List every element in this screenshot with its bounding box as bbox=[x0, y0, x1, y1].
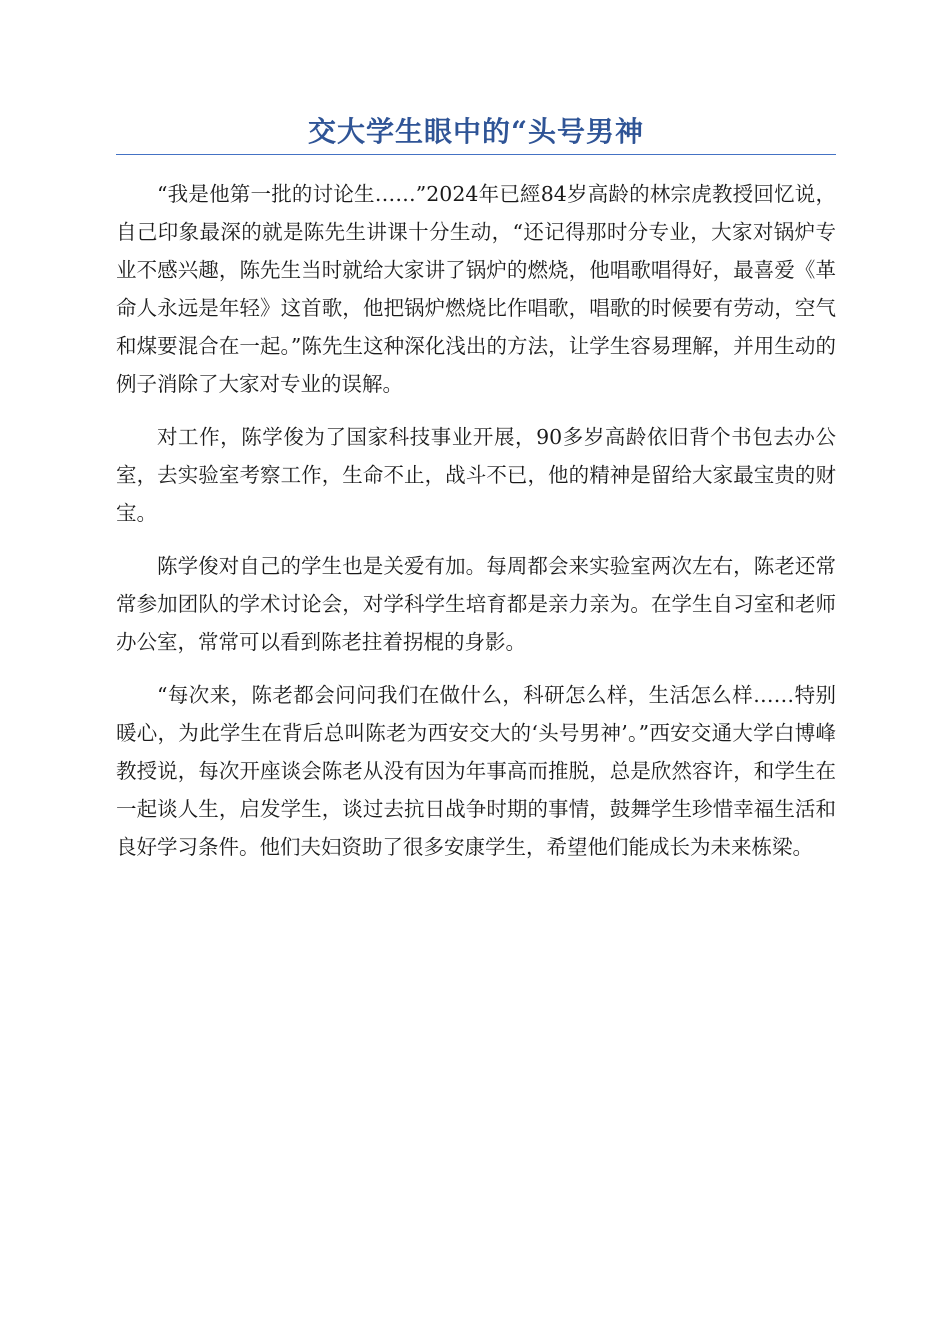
paragraph-1: “我是他第一批的讨论生……”2024年已經84岁高龄的林宗虎教授回忆说，自己印象最深的就是陈先生讲课十分生动，“还记得那时分专业，大家对锅炉专业不感兴趣，陈先生当时就给大家讲了锅炉的燃烧，他唱歌唱得好，最喜爱《革命人永远是年轻》这首歌，他把锅炉燃烧比作唱歌，唱歌的时候要有劳动，空气和煤要混合在一起。”陈先生这种深化浅出的方法，让学生容易理解，并用生动的例子消除了大家对专业的误解。 bbox=[116, 182, 836, 396]
title-underline bbox=[116, 154, 836, 155]
paragraph-3: 陈学俊对自己的学生也是关爱有加。每周都会来实验室两次左右，陈老还常常参加团队的学术讨论会，对学科学生培育都是亲力亲为。在学生自习室和老师办公室，常常可以看到陈老拄着拐棍的身影。 bbox=[116, 554, 836, 654]
page-title: 交大学生眼中的“头号男神 bbox=[307, 115, 645, 148]
document-page bbox=[116, 112, 836, 881]
paragraph-4: “每次来，陈老都会问问我们在做什么，科研怎么样，生活怎么样……特别暖心，为此学生在背后总叫陈老为西安交大的‘头号男神’。”西安交通大学白博峰教授说，每次开座谈会陈老从没有因为年事高而推脱，总是欣然容许，和学生在一起谈人生，启发学生，谈过去抗日战争时期的事情，鼓舞学生珍惜幸福生活和良好学习条件。他们夫妇资助了很多安康学生，希望他们能成长为未来栋梁。 bbox=[116, 683, 836, 859]
paragraph-2: 对工作，陈学俊为了国家科技事业开展，90多岁高龄依旧背个书包去办公室，去实验室考察工作，生命不止，战斗不已，他的精神是留给大家最宝贵的财宝。 bbox=[116, 425, 836, 525]
